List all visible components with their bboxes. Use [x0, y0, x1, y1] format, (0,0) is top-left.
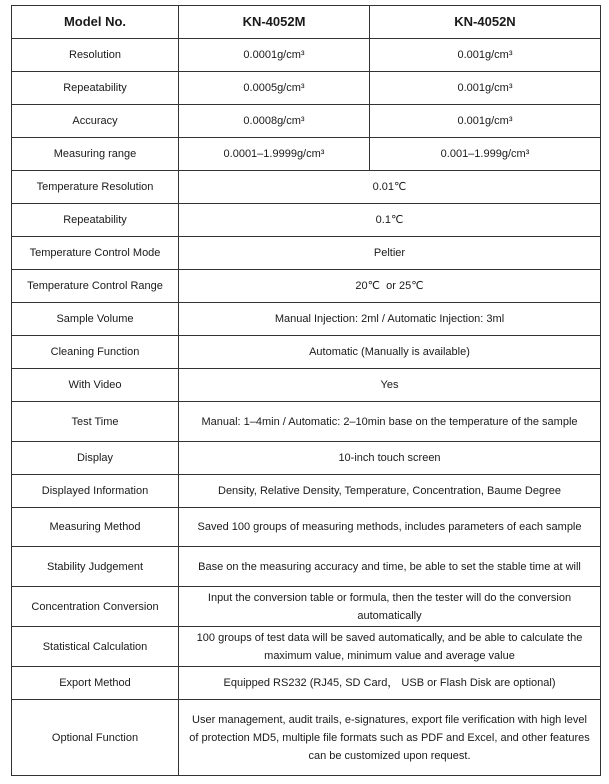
table-row	[12, 700, 601, 776]
spec-table	[11, 5, 601, 776]
table-row	[12, 171, 601, 204]
row-label: Export Method	[12, 667, 179, 700]
row-label: Resolution	[12, 39, 179, 72]
table-row	[12, 237, 601, 270]
table-row	[12, 270, 601, 303]
row-label: Test Time	[12, 402, 179, 442]
model-m-value: 0.0008g/cm³	[179, 105, 370, 138]
table-row	[12, 138, 601, 171]
row-label: Temperature Resolution	[12, 171, 179, 204]
table-row	[12, 303, 601, 336]
model-n-value: 0.001g/cm³	[370, 105, 601, 138]
table-row	[12, 369, 601, 402]
row-label: Sample Volume	[12, 303, 179, 336]
row-value: 0.01℃	[179, 171, 601, 204]
row-label: With Video	[12, 369, 179, 402]
table-row	[12, 336, 601, 369]
table-row	[12, 627, 601, 667]
row-label: Repeatability	[12, 204, 179, 237]
row-value: Density, Relative Density, Temperature, Concentration, Baume Degree	[179, 475, 601, 508]
model-m-value: 0.0005g/cm³	[179, 72, 370, 105]
table-row	[12, 667, 601, 700]
model-m-value: 0.0001–1.9999g/cm³	[179, 138, 370, 171]
row-value: 20℃ or 25℃	[179, 270, 601, 303]
model-n-value: 0.001g/cm³	[370, 72, 601, 105]
row-value: 100 groups of test data will be saved automatically, and be able to calculate the maximum value, minimum value and average value	[179, 627, 601, 667]
table-row	[12, 105, 601, 138]
row-value: Base on the measuring accuracy and time, be able to set the stable time at will	[179, 547, 601, 587]
table-row	[12, 39, 601, 72]
row-value: Yes	[179, 369, 601, 402]
row-label: Temperature Control Range	[12, 270, 179, 303]
row-value: Peltier	[179, 237, 601, 270]
model-n-value: 0.001–1.999g/cm³	[370, 138, 601, 171]
row-label: Cleaning Function	[12, 336, 179, 369]
table-row	[12, 508, 601, 547]
row-label: Stability Judgement	[12, 547, 179, 587]
table-row	[12, 442, 601, 475]
header-model-m: KN-4052M	[179, 6, 370, 39]
row-value: Input the conversion table or formula, then the tester will do the conversion automatically	[179, 587, 601, 627]
table-header-row	[12, 6, 601, 39]
row-value: Manual Injection: 2ml / Automatic Injection: 3ml	[179, 303, 601, 336]
row-label: Displayed Information	[12, 475, 179, 508]
row-label: Statistical Calculation	[12, 627, 179, 667]
row-value: 0.1℃	[179, 204, 601, 237]
row-label: Repeatability	[12, 72, 179, 105]
row-value: Automatic (Manually is available)	[179, 336, 601, 369]
header-model-n: KN-4052N	[370, 6, 601, 39]
row-label: Concentration Conversion	[12, 587, 179, 627]
row-label: Measuring Method	[12, 508, 179, 547]
row-label: Display	[12, 442, 179, 475]
row-value: Equipped RS232 (RJ45, SD Card， USB or Flash Disk are optional)	[179, 667, 601, 700]
table-row	[12, 72, 601, 105]
row-value: Manual: 1–4min / Automatic: 2–10min base on the temperature of the sample	[179, 402, 601, 442]
table-row	[12, 204, 601, 237]
row-label: Accuracy	[12, 105, 179, 138]
table-row	[12, 475, 601, 508]
model-m-value: 0.0001g/cm³	[179, 39, 370, 72]
row-value: User management, audit trails, e-signatures, export file verification with high level of protection MD5, multiple file formats such as PDF and Excel, and other features can be customized upon request.	[179, 700, 601, 776]
model-n-value: 0.001g/cm³	[370, 39, 601, 72]
row-value: Saved 100 groups of measuring methods, includes parameters of each sample	[179, 508, 601, 547]
table-row	[12, 402, 601, 442]
row-label: Temperature Control Mode	[12, 237, 179, 270]
row-label: Optional Function	[12, 700, 179, 776]
row-label: Measuring range	[12, 138, 179, 171]
table-row	[12, 587, 601, 627]
row-value: 10-inch touch screen	[179, 442, 601, 475]
table-row	[12, 547, 601, 587]
header-label: Model No.	[12, 6, 179, 39]
